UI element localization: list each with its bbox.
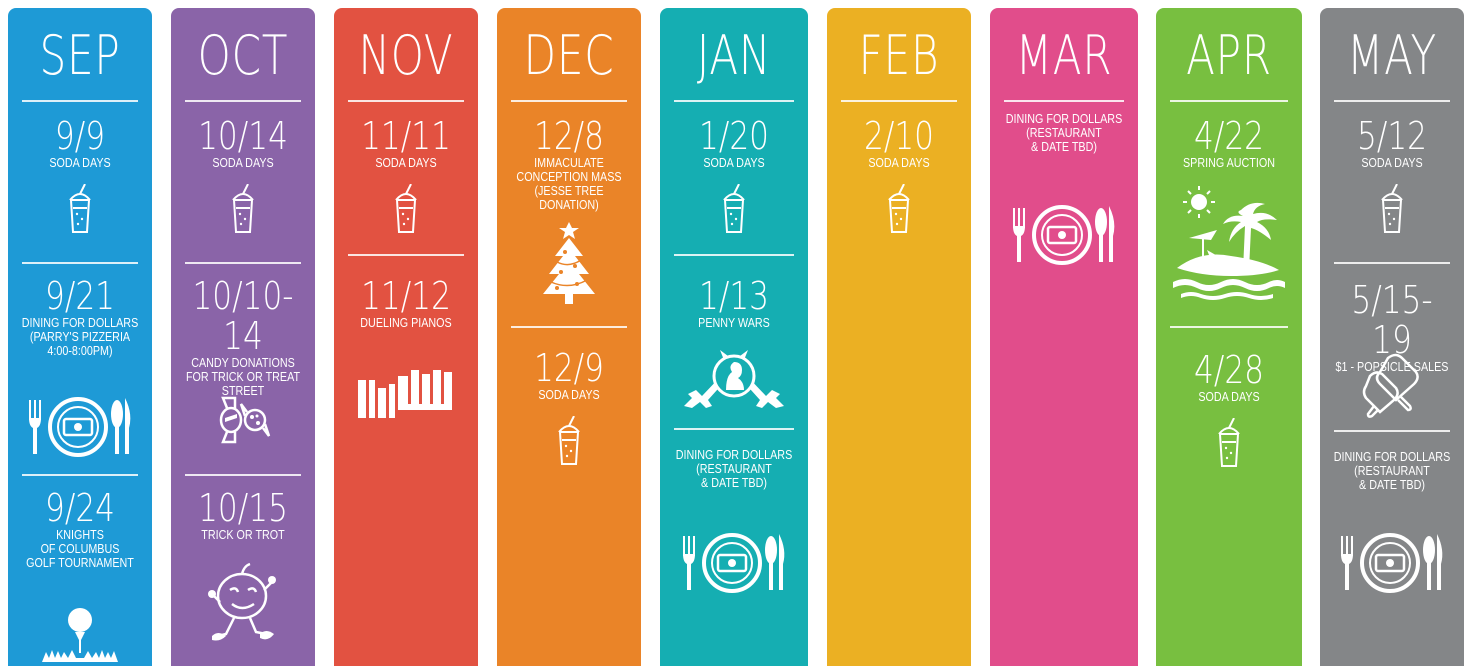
event-desc: CANDY DONATIONS FOR TRICK OR TREAT STREET	[185, 356, 301, 398]
soda-cup-icon	[67, 184, 93, 234]
month-name: NOV	[358, 24, 454, 87]
event-date: 10/15	[198, 486, 288, 530]
event-date: 10/14	[198, 114, 288, 158]
divider	[348, 100, 464, 102]
month-name: JAN	[696, 24, 772, 87]
event-date: 4/22	[1194, 114, 1264, 158]
event-desc: SPRING AUCTION	[1183, 156, 1275, 170]
month-column-mar	[990, 8, 1138, 666]
event-date: 9/24	[45, 486, 115, 530]
month-column-apr	[1156, 8, 1302, 666]
event-date: 11/11	[361, 114, 451, 158]
event-desc: SODA DAYS	[1198, 390, 1260, 404]
soda-cup-icon	[1379, 184, 1405, 234]
event-date: 9/9	[54, 114, 106, 158]
event-desc: PENNY WARS	[698, 316, 770, 330]
event	[334, 276, 478, 330]
soda-cup-icon	[556, 416, 582, 466]
divider	[511, 326, 627, 328]
divider	[1334, 262, 1450, 264]
event-date: 1/20	[699, 114, 769, 158]
event-desc: IMMACULATE CONCEPTION MASS (JESSE TREE DONATION)	[516, 156, 622, 212]
event-date: 5/12	[1357, 114, 1427, 158]
event-date: 10/10-14	[192, 274, 294, 358]
event-desc: $1 - POPSICLE SALES	[1335, 360, 1449, 374]
divider	[185, 474, 301, 476]
popsicle-icon	[1362, 352, 1422, 418]
dining-plate-icon	[25, 394, 135, 458]
month-column-may	[1320, 8, 1464, 666]
divider	[185, 262, 301, 264]
event	[1156, 116, 1302, 170]
event	[8, 488, 152, 570]
event	[660, 116, 808, 170]
divider	[1334, 100, 1450, 102]
divider	[348, 254, 464, 256]
event-desc: SODA DAYS	[703, 156, 765, 170]
penny-swords-icon	[682, 346, 786, 410]
soda-cup-icon	[1216, 418, 1242, 468]
month-name: SEP	[39, 24, 121, 87]
divider	[674, 428, 794, 430]
divider	[511, 100, 627, 102]
month-name: OCT	[197, 24, 289, 87]
event-date: 4/28	[1194, 348, 1264, 392]
event	[497, 116, 641, 212]
running-pumpkin-icon	[208, 560, 278, 650]
event	[8, 276, 152, 358]
divider	[22, 474, 138, 476]
event-desc: SODA DAYS	[212, 156, 274, 170]
event-date: 5/15-19	[1351, 278, 1433, 362]
event-date: 1/13	[699, 274, 769, 318]
event	[334, 116, 478, 170]
divider	[185, 100, 301, 102]
event-date: 12/8	[534, 114, 604, 158]
event	[1156, 350, 1302, 404]
dining-plate-icon	[1337, 530, 1447, 594]
divider	[1004, 100, 1124, 102]
event-date: 11/12	[361, 274, 451, 318]
event-desc: SODA DAYS	[1361, 156, 1423, 170]
event-desc: DINING FOR DOLLARS (RESTAURANT & DATE TBD)	[1333, 450, 1451, 492]
month-name: MAY	[1347, 24, 1437, 87]
event-desc: TRICK OR TROT	[201, 528, 285, 542]
event	[990, 112, 1138, 154]
event	[497, 348, 641, 402]
soda-cup-icon	[393, 184, 419, 234]
event-desc: DUELING PIANOS	[360, 316, 452, 330]
month-column-feb	[827, 8, 971, 666]
month-column-nov	[334, 8, 478, 666]
month-column-jan	[660, 8, 808, 666]
event	[827, 116, 971, 170]
event	[660, 276, 808, 330]
divider	[1170, 326, 1288, 328]
candy-icon	[215, 396, 271, 444]
event	[1320, 450, 1464, 492]
soda-cup-icon	[721, 184, 747, 234]
event	[171, 488, 315, 542]
event-desc: SODA DAYS	[868, 156, 930, 170]
christmas-tree-icon	[537, 222, 601, 306]
divider	[1170, 100, 1288, 102]
event	[1320, 116, 1464, 170]
month-column-sep	[8, 8, 152, 666]
event-desc: SODA DAYS	[49, 156, 111, 170]
month-name: DEC	[523, 24, 615, 87]
event-date: 2/10	[864, 114, 934, 158]
golf-ball-tee-icon	[40, 606, 120, 662]
piano-keys-icon	[358, 370, 454, 418]
divider	[22, 100, 138, 102]
event-date: 12/9	[534, 346, 604, 390]
event	[660, 448, 808, 490]
month-column-oct	[171, 8, 315, 666]
event-desc: SODA DAYS	[375, 156, 437, 170]
month-column-dec	[497, 8, 641, 666]
month-name: FEB	[858, 24, 940, 87]
divider	[841, 100, 957, 102]
dining-plate-icon	[1009, 202, 1119, 266]
month-name: APR	[1186, 24, 1272, 87]
event-desc: SODA DAYS	[538, 388, 600, 402]
divider	[22, 262, 138, 264]
event-desc: DINING FOR DOLLARS (PARRY'S PIZZERIA 4:00-8:00PM)	[21, 316, 139, 358]
soda-cup-icon	[230, 184, 256, 234]
event-date: 9/21	[45, 274, 115, 318]
event	[171, 116, 315, 170]
divider	[1334, 430, 1450, 432]
event-desc: KNIGHTS OF COLUMBUS GOLF TOURNAMENT	[26, 528, 134, 570]
event	[171, 276, 315, 398]
divider	[674, 100, 794, 102]
month-name: MAR	[1015, 24, 1113, 87]
island-icon	[1171, 186, 1287, 302]
event	[8, 116, 152, 170]
soda-cup-icon	[886, 184, 912, 234]
event-desc: DINING FOR DOLLARS (RESTAURANT & DATE TBD)	[1005, 112, 1123, 154]
event-desc: DINING FOR DOLLARS (RESTAURANT & DATE TBD)	[675, 448, 793, 490]
divider	[674, 254, 794, 256]
dining-plate-icon	[679, 530, 789, 594]
